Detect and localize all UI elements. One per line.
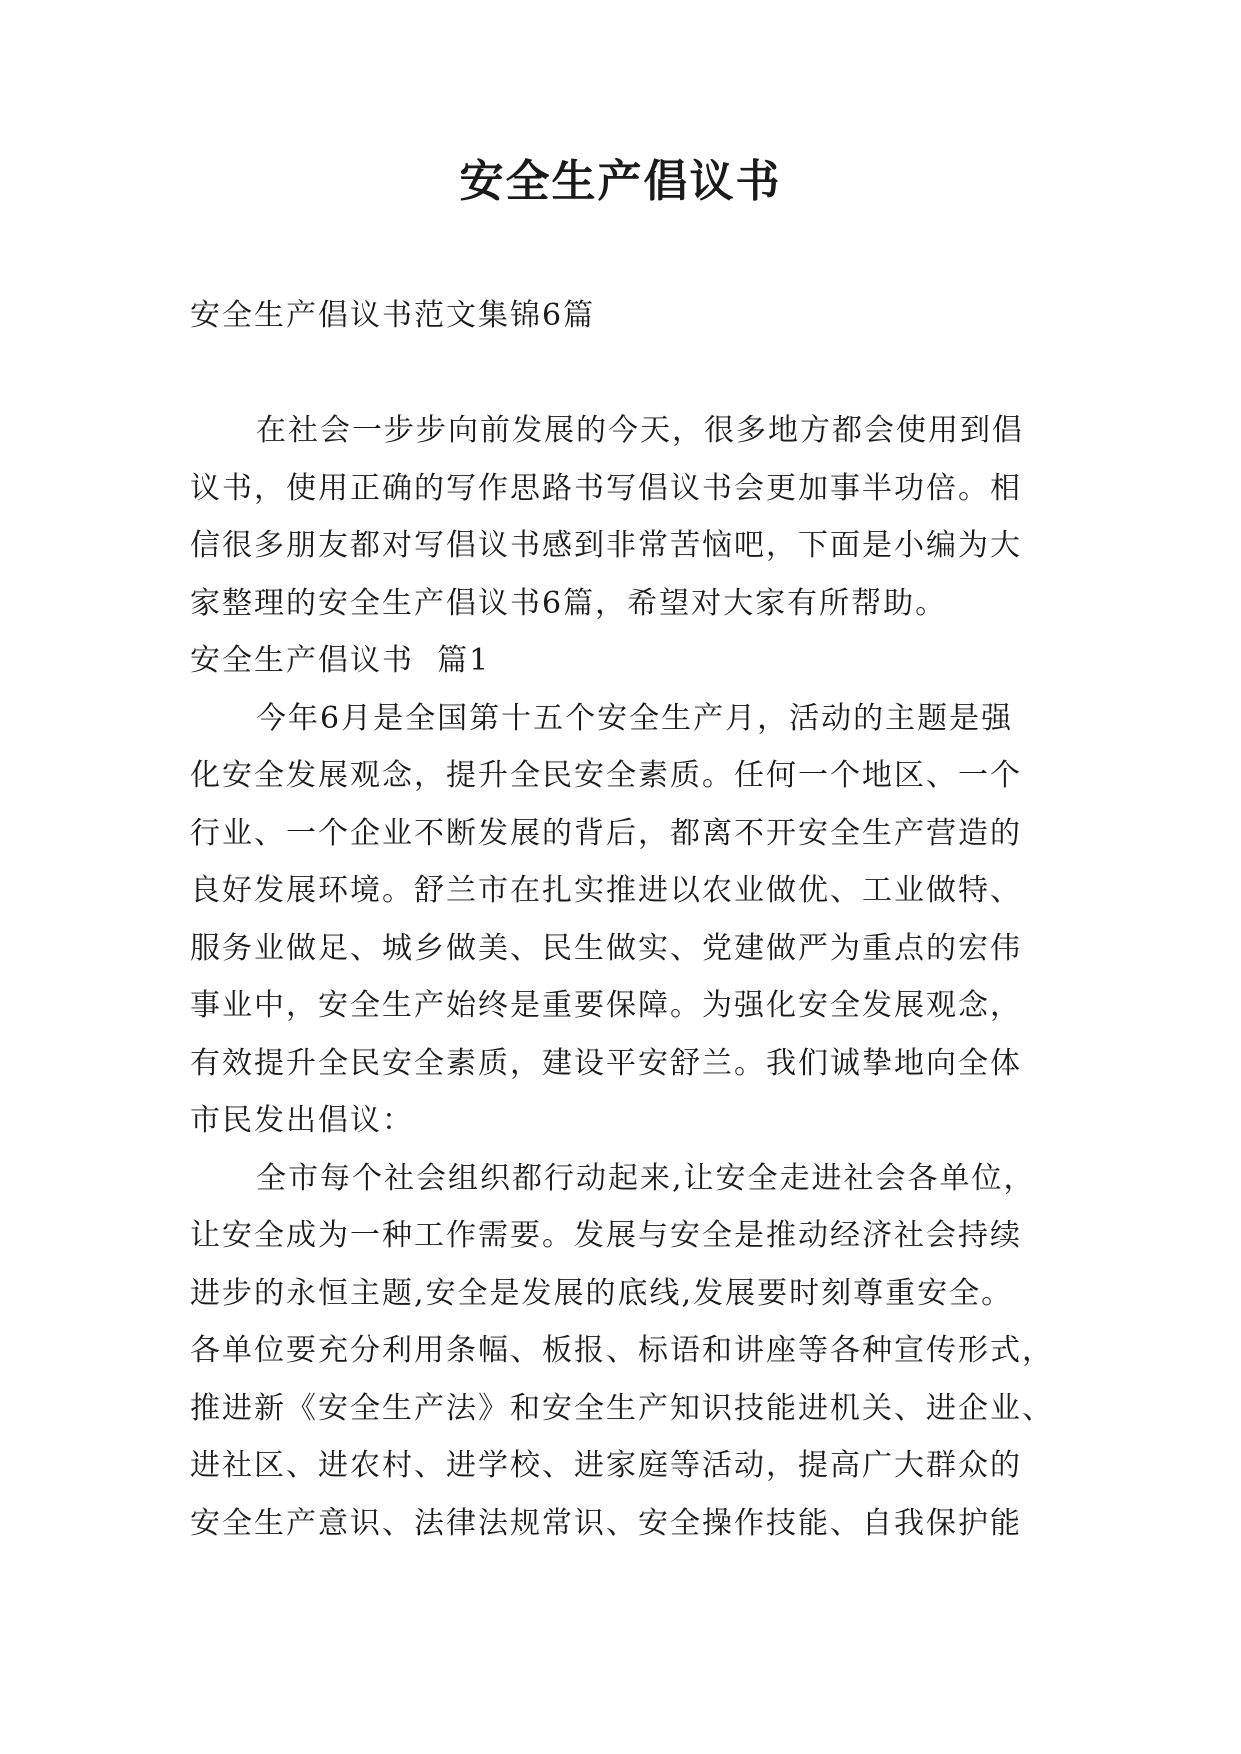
intro-paragraph	[190, 402, 1050, 632]
section-heading: 安全生产倡议书 篇1	[190, 643, 491, 678]
text-line: 各单位要充分利用条幅、板报、标语和讲座等各种宣传形式，	[190, 1333, 1054, 1368]
spacer	[190, 340, 1050, 402]
paragraph-1	[190, 690, 1050, 1150]
text-line: 议书，使用正确的写作思路书写倡议书会更加事半功倍。相	[190, 470, 1022, 506]
text-line: 家整理的安全生产倡议书6篇，希望对大家有所帮助。	[190, 585, 948, 621]
text-line: 进社区、进农村、进学校、进家庭等活动，提高广大群众的	[190, 1448, 1022, 1483]
text-line: 推进新《安全生产法》和安全生产知识技能进机关、进企业、	[190, 1390, 1054, 1426]
text-line: 事业中，安全生产始终是重要保障。为强化安全发展观念，	[190, 988, 1022, 1023]
text-line: 化安全发展观念，提升全民安全素质。任何一个地区、一个	[190, 758, 1022, 793]
paragraph-2	[190, 1150, 1054, 1553]
document-body	[190, 292, 1054, 1552]
text-line: 全市每个社会组织都行动起来,让安全走进社会各单位，	[256, 1160, 1036, 1196]
text-line: 有效提升全民安全素质，建设平安舒兰。我们诚挚地向全体	[190, 1045, 1022, 1081]
text-line: 行业、一个企业不断发展的背后，都离不开安全生产营造的	[190, 815, 1022, 851]
text-line: 市民发出倡议：	[190, 1103, 414, 1138]
text-line: 信很多朋友都对写倡议书感到非常苦恼吧，下面是小编为大	[190, 528, 1022, 563]
text-line: 进步的永恒主题,安全是发展的底线,发展要时刻尊重安全。	[190, 1275, 1014, 1311]
document-subtitle: 安全生产倡议书范文集锦6篇	[190, 298, 596, 333]
text-line: 安全生产意识、法律法规常识、安全操作技能、自我保护能	[190, 1505, 1022, 1541]
text-line: 今年6月是全国第十五个安全生产月，活动的主题是强	[256, 700, 1014, 736]
text-line: 良好发展环境。舒兰市在扎实推进以农业做优、工业做特、	[190, 873, 1022, 908]
text-line: 服务业做足、城乡做美、民生做实、党建做严为重点的宏伟	[190, 930, 1022, 966]
text-line: 在社会一步步向前发展的今天，很多地方都会使用到倡	[256, 413, 1024, 448]
document-title: 安全生产倡议书	[459, 156, 782, 207]
text-line: 让安全成为一种工作需要。发展与安全是推动经济社会持续	[190, 1218, 1022, 1253]
